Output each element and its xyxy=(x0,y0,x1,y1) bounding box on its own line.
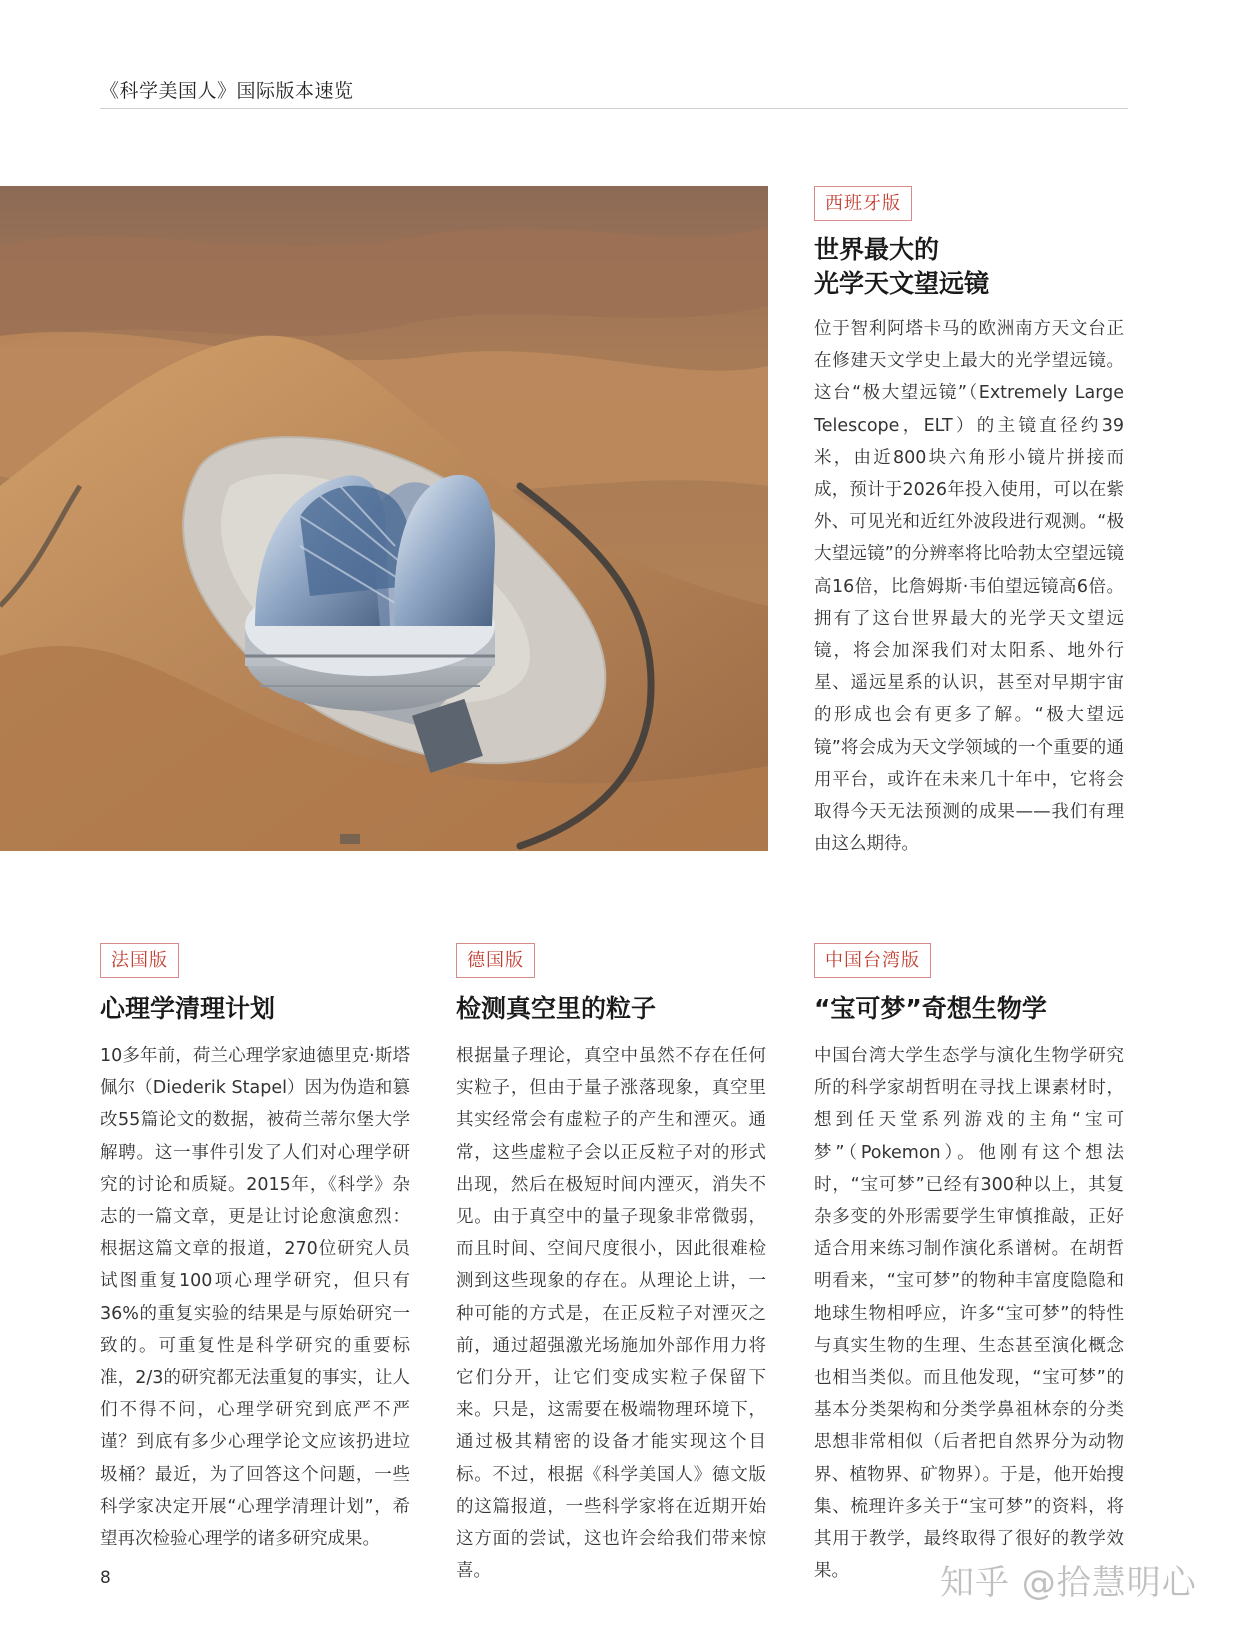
edition-tag-spain: 西班牙版 xyxy=(814,186,912,221)
header-title: 《科学美国人》国际版本速览 xyxy=(100,80,354,102)
article-body-france: 10多年前，荷兰心理学家迪德里克·斯塔佩尔（Diederik Stapel）因为伪造和篡改55篇论文的数据，被荷兰蒂尔堡大学解聘。这一事件引发了人们对心理学研究的讨论和质疑。2015年，《科学》杂志的一篇文章，更是让讨论愈演愈烈：根据这篇文章的报道，270位研究人员试图重复100项心理学研究，但只有36%的重复实验的结果是与原始研究一致的。可重复性是科学研究的重要标准，2/3的研究都无法重复的事实，让人们不得不问，心理学研究到底严不严谨？到底有多少心理学论文应该扔进垃圾桶？最近，为了回答这个问题，一些科学家决定开展“心理学清理计划”，希望再次检验心理学的诸多研究成果。 xyxy=(100,1046,410,1550)
zhihu-watermark: 知乎 @拾慧明心 xyxy=(940,1563,1197,1603)
article-taiwan xyxy=(814,943,1124,1587)
page-number: 8 xyxy=(100,1568,111,1588)
edition-tag-taiwan: 中国台湾版 xyxy=(814,943,931,978)
telescope-photo xyxy=(0,186,768,851)
page-header xyxy=(100,78,1128,109)
article-france xyxy=(100,943,410,1555)
article-title-spain: 世界最大的 光学天文望远镜 xyxy=(814,235,990,298)
article-title-taiwan: “宝可梦”奇想生物学 xyxy=(814,994,1047,1023)
article-germany xyxy=(456,943,766,1587)
article-body-spain: 位于智利阿塔卡马的欧洲南方天文台正在修建天文学史上最大的光学望远镜。这台“极大望远镜”（Extremely Large Telescope，ELT）的主镜直径约39米，由近800块六角形小镜片拼接而成，预计于2026年投入使用，可以在紫外、可见光和近红外波段进行观测。“极大望远镜”的分辨率将比哈勃太空望远镜高16倍，比詹姆斯·韦伯望远镜高6倍。拥有了这台世界最大的光学天文望远镜，将会加深我们对太阳系、地外行星、遥远星系的认识，甚至对早期宇宙的形成也会有更多了解。“极大望远镜”将会成为天文学领域的一个重要的通用平台，或许在未来几十年中，它将会取得今天无法预测的成果——我们有理由这么期待。 xyxy=(814,319,1124,855)
edition-tag-france: 法国版 xyxy=(100,943,179,978)
article-body-taiwan: 中国台湾大学生态学与演化生物学研究所的科学家胡哲明在寻找上课素材时，想到任天堂系列游戏的主角“宝可梦”（Pokemon）。他刚有这个想法时，“宝可梦”已经有300种以上，其复杂多变的外形需要学生审慎推敲，正好适合用来练习制作演化系谱树。在胡哲明看来，“宝可梦”的物种丰富度隐隐和地球生物相呼应，许多“宝可梦”的特性与真实生物的生理、生态甚至演化概念也相当类似。而且他发现，“宝可梦”的基本分类架构和分类学鼻祖林奈的分类思想非常相似（后者把自然界分为动物界、植物界、矿物界）。于是，他开始搜集、梳理许多关于“宝可梦”的资料，将其用于教学，最终取得了很好的教学效果。 xyxy=(814,1046,1124,1582)
article-title-france: 心理学清理计划 xyxy=(100,994,276,1023)
article-spain xyxy=(814,186,1124,860)
edition-tag-germany: 德国版 xyxy=(456,943,535,978)
telescope-illustration xyxy=(0,186,768,851)
article-title-germany: 检测真空里的粒子 xyxy=(456,994,657,1023)
article-body-germany: 根据量子理论，真空中虽然不存在任何实粒子，但由于量子涨落现象，真空里其实经常会有虚粒子的产生和湮灭。通常，这些虚粒子会以正反粒子对的形式出现，然后在极短时间内湮灭，消失不见。由于真空中的量子现象非常微弱，而且时间、空间尺度很小，因此很难检测到这些现象的存在。从理论上讲，一种可能的方式是，在正反粒子对湮灭之前，通过超强激光场施加外部作用力将它们分开，让它们变成实粒子保留下来。只是，这需要在极端物理环境下，通过极其精密的设备才能实现这个目标。不过，根据《科学美国人》德文版的这篇报道，一些科学家将在近期开始这方面的尝试，这也许会给我们带来惊喜。 xyxy=(456,1046,766,1582)
